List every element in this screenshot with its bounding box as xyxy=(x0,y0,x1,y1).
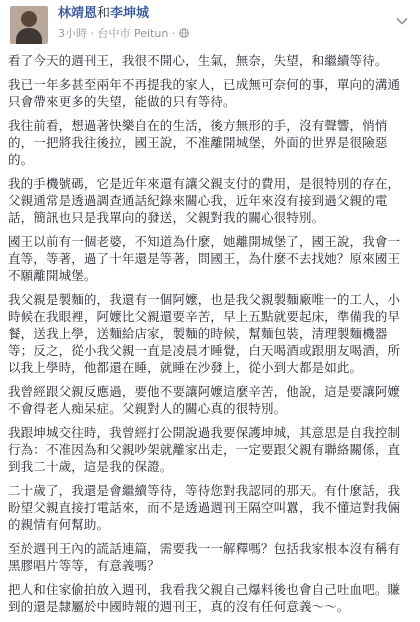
meta-separator: · xyxy=(90,27,98,40)
chevron-down-icon[interactable] xyxy=(396,10,408,18)
post-paragraph: 國王以前有一個老婆，不知道為什麼，她離開城堡了，國王說，我會一直等，等著，過了十年還是等著，問國王，為什麼不去找她？原來國王不願離開城堡。 xyxy=(8,234,401,283)
globe-icon[interactable] xyxy=(179,28,189,38)
post-paragraph: 至於週刊王內的謊話連篇，需要我一一解釋嗎？包括我家根本沒有稱有黑膠唱片等等，有意義嗎？ xyxy=(8,541,401,573)
author-avatar[interactable] xyxy=(10,6,48,44)
post-paragraph: 我曾經跟父親反應過，要他不要讓阿嬤這麼辛苦，他說，這是要讓阿嬤不會得老人痴呆症。父親對人的關心真的很特別。 xyxy=(8,384,401,416)
post-paragraph: 二十歲了，我還是會繼續等待，等待您對我認同的那天。有什麼話，我盼望父親直接打電話來，而不是透過週刊王隔空叫囂，我不懂這對我倆的親情有何幫助。 xyxy=(8,483,401,532)
post-meta xyxy=(58,27,191,41)
author-name-link[interactable]: 林靖恩 xyxy=(58,6,98,21)
post-timestamp[interactable]: 3小時 xyxy=(58,27,87,40)
post-paragraph: 我父親是製麵的，我還有一個阿嬤，也是我父親製麵廠唯一的工人，小時候在我眼裡，阿嬤比父親還要辛苦，早上五點就要起床，準備我的早餐，送我上學，送麵給店家，製麵的時候，幫麵包裝，清理製麵機器等；反之，從小我父親一直是凌晨才睡覺，白天喝酒或跟朋友喝酒，所以我上學時，他都還在睡，就睡在沙發上，從小到大都是如此。 xyxy=(8,292,401,375)
meta-separator-2: · xyxy=(171,27,179,40)
with-conjunction: 和 xyxy=(97,6,111,21)
post-paragraph: 我往前看，想過著快樂自在的生活，後方無形的手，沒有聲響，悄悄的，一把將我往後拉，國王說，不准離開城堡，外面的世界是很險惡的。 xyxy=(8,118,388,167)
post-paragraph: 我的手機號碼，它是近年來還有讓父親支付的費用，是很特別的存在，父親通常是透過調查通話紀錄來關心我，近年來沒有接到過父親的電話，簡訊也只是我單向的發送，父親對我的關心很特別。 xyxy=(8,176,401,225)
post-location[interactable]: 台中市 Peitun xyxy=(97,27,169,40)
post-body xyxy=(8,52,410,622)
post-paragraph: 我已一年多甚至兩年不再提我的家人，已成無可奈何的事，單向的溝通只會帶來更多的失望，能做的只有等待。 xyxy=(8,77,401,109)
post-author-line xyxy=(58,6,149,22)
post-paragraph: 看了今天的週刊王，我很不開心，生氣，無奈，失望，和繼續等待。 xyxy=(8,53,388,68)
post-header xyxy=(0,0,420,52)
tagged-friend-link[interactable]: 李坤城 xyxy=(110,6,150,21)
post-paragraph: 我跟坤城交往時，我曾經打公開說過我要保護坤城，其意思是自我控制行為：不准因為和父親吵架就離家出走，一定要跟父親有聯絡關係，直到我二十歲，這是我的保證。 xyxy=(8,425,401,474)
post-paragraph: 把人和住家偷拍放入週刊，我看我父親自己爆料後也會自己吐血吧。賺到的還是隸屬於中國時報的週刊王，真的沒有任何意義～～。 xyxy=(8,582,401,614)
